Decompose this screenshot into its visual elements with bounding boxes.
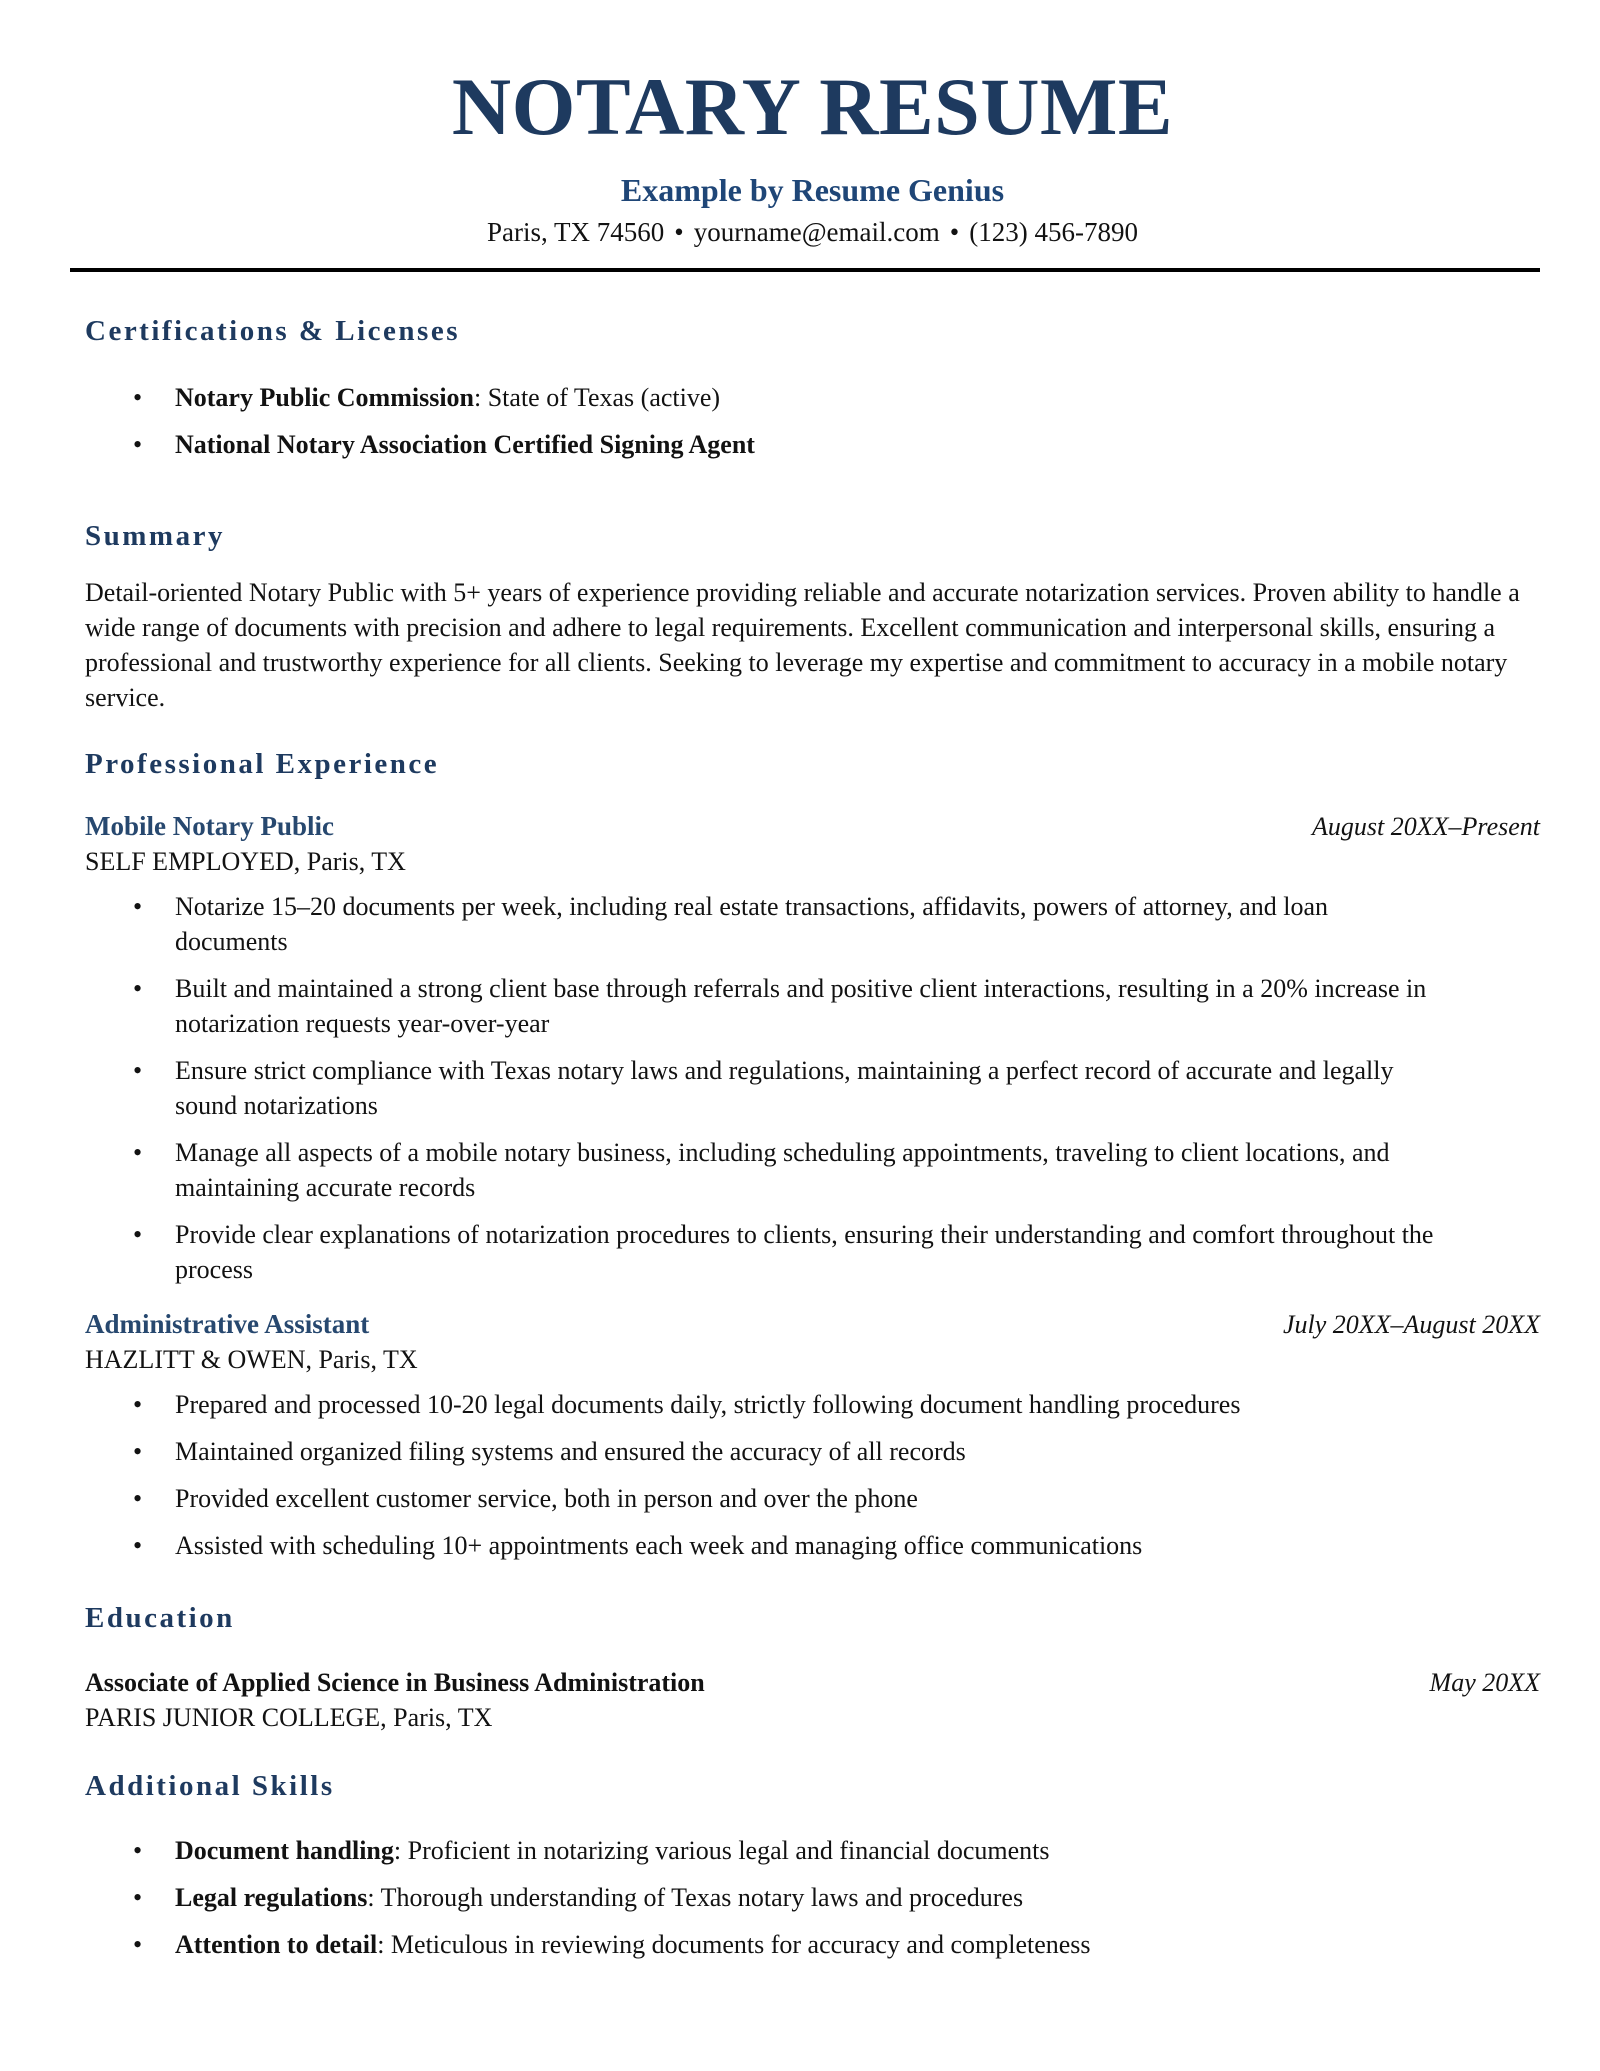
job-head	[85, 1307, 1540, 1342]
summary-heading: Summary	[85, 520, 225, 552]
section-education	[85, 1599, 1540, 1735]
skill-term: Attention to detail	[175, 1930, 378, 1959]
job-bullet: • Manage all aspects of a mobile notary business, including scheduling appointments, traveling to client locations, and maintaining accurate records	[85, 1135, 1440, 1205]
section-skills	[85, 1767, 1540, 1962]
skill-desc: : Meticulous in reviewing documents for accuracy and completeness	[377, 1930, 1091, 1959]
item-term: Notary Public Commission	[175, 383, 474, 412]
job-bullet: • Maintained organized filing systems and ensured the accuracy of all records	[85, 1434, 1440, 1469]
section-certifications	[85, 312, 1540, 462]
resume-subtitle: Example by Resume Genius	[620, 172, 1005, 208]
job-bullet: • Provided excellent customer service, both in person and over the phone	[85, 1481, 1440, 1516]
job-bullet: • Provide clear explanations of notarization procedures to clients, ensuring their understanding and comfort throughout the process	[85, 1217, 1440, 1287]
job-company: SELF EMPLOYED, Paris, TX	[85, 847, 406, 876]
job-company: HAZLITT & OWEN, Paris, TX	[85, 1345, 418, 1374]
education-dates: May 20XX	[1429, 1668, 1540, 1697]
job-bullets	[85, 889, 1540, 1287]
skill-term: Legal regulations	[175, 1883, 368, 1912]
item-term: National Notary Association Certified Signing Agent	[175, 430, 755, 459]
job	[85, 1307, 1540, 1563]
contact-separator: •	[949, 217, 960, 247]
resume-header	[85, 61, 1540, 248]
skills-heading: Additional Skills	[85, 1770, 335, 1802]
skill-item	[85, 1880, 1440, 1915]
skill-term: Document handling	[175, 1836, 394, 1865]
contact-location: Paris, TX 74560	[487, 217, 665, 247]
education-row	[85, 1665, 1540, 1700]
certifications-list	[85, 380, 1540, 462]
job-dates: July 20XX–August 20XX	[1282, 1310, 1540, 1339]
job-title: Administrative Assistant	[85, 1309, 370, 1339]
job-head	[85, 809, 1540, 844]
job-title: Mobile Notary Public	[85, 811, 334, 841]
job-bullet: • Prepared and processed 10-20 legal documents daily, strictly following document handling procedures	[85, 1387, 1440, 1422]
education-heading: Education	[85, 1602, 235, 1634]
education-school: PARIS JUNIOR COLLEGE, Paris, TX	[85, 1703, 493, 1732]
summary-text: Detail-oriented Notary Public with 5+ years of experience providing reliable and accurate notarization services. Proven ability to handle a wide range of documents with precision and adhere to legal requirements. Excellent communication and interpersonal skills, ensuring a professional and trustworthy experience for all clients. Seeking to leverage my expertise and commitment to accuracy in a mobile notary service.	[85, 578, 1520, 712]
contact-separator: •	[674, 217, 684, 247]
job-bullet: • Notarize 15–20 documents per week, including real estate transactions, affidavits, powers of attorney, and loan documents	[85, 889, 1440, 959]
item-desc: : State of Texas (active)	[474, 383, 721, 412]
section-summary	[85, 517, 1540, 715]
job-bullet: • Assisted with scheduling 10+ appointments each week and managing office communications	[85, 1528, 1440, 1563]
contact-email: yourname@email.com	[693, 217, 940, 247]
section-experience	[85, 745, 1540, 1563]
contact-line	[85, 216, 1540, 248]
contact-phone: (123) 456-7890	[969, 217, 1138, 247]
skill-item	[85, 1833, 1440, 1868]
skill-desc: : Thorough understanding of Texas notary laws and procedures	[367, 1883, 1024, 1912]
job-bullets	[85, 1387, 1540, 1563]
certification-item	[85, 380, 1440, 415]
header-divider	[70, 268, 1540, 272]
job-dates: August 20XX–Present	[1312, 812, 1540, 841]
experience-heading: Professional Experience	[85, 748, 440, 780]
skill-item	[85, 1927, 1440, 1962]
job	[85, 809, 1540, 1287]
job-bullet: • Built and maintained a strong client base through referrals and positive client interactions, resulting in a 20% increase in notarization requests year-over-year	[85, 971, 1440, 1041]
education-degree: Associate of Applied Science in Business Administration	[85, 1668, 705, 1697]
certification-item	[85, 427, 1440, 462]
skill-desc: : Proficient in notarizing various legal and financial documents	[393, 1836, 1050, 1865]
skills-list	[85, 1833, 1540, 1962]
resume-title: NOTARY RESUME	[451, 61, 1174, 152]
job-bullet: • Ensure strict compliance with Texas notary laws and regulations, maintaining a perfect record of accurate and legally sound notarizations	[85, 1053, 1440, 1123]
certifications-heading: Certifications & Licenses	[85, 315, 460, 347]
